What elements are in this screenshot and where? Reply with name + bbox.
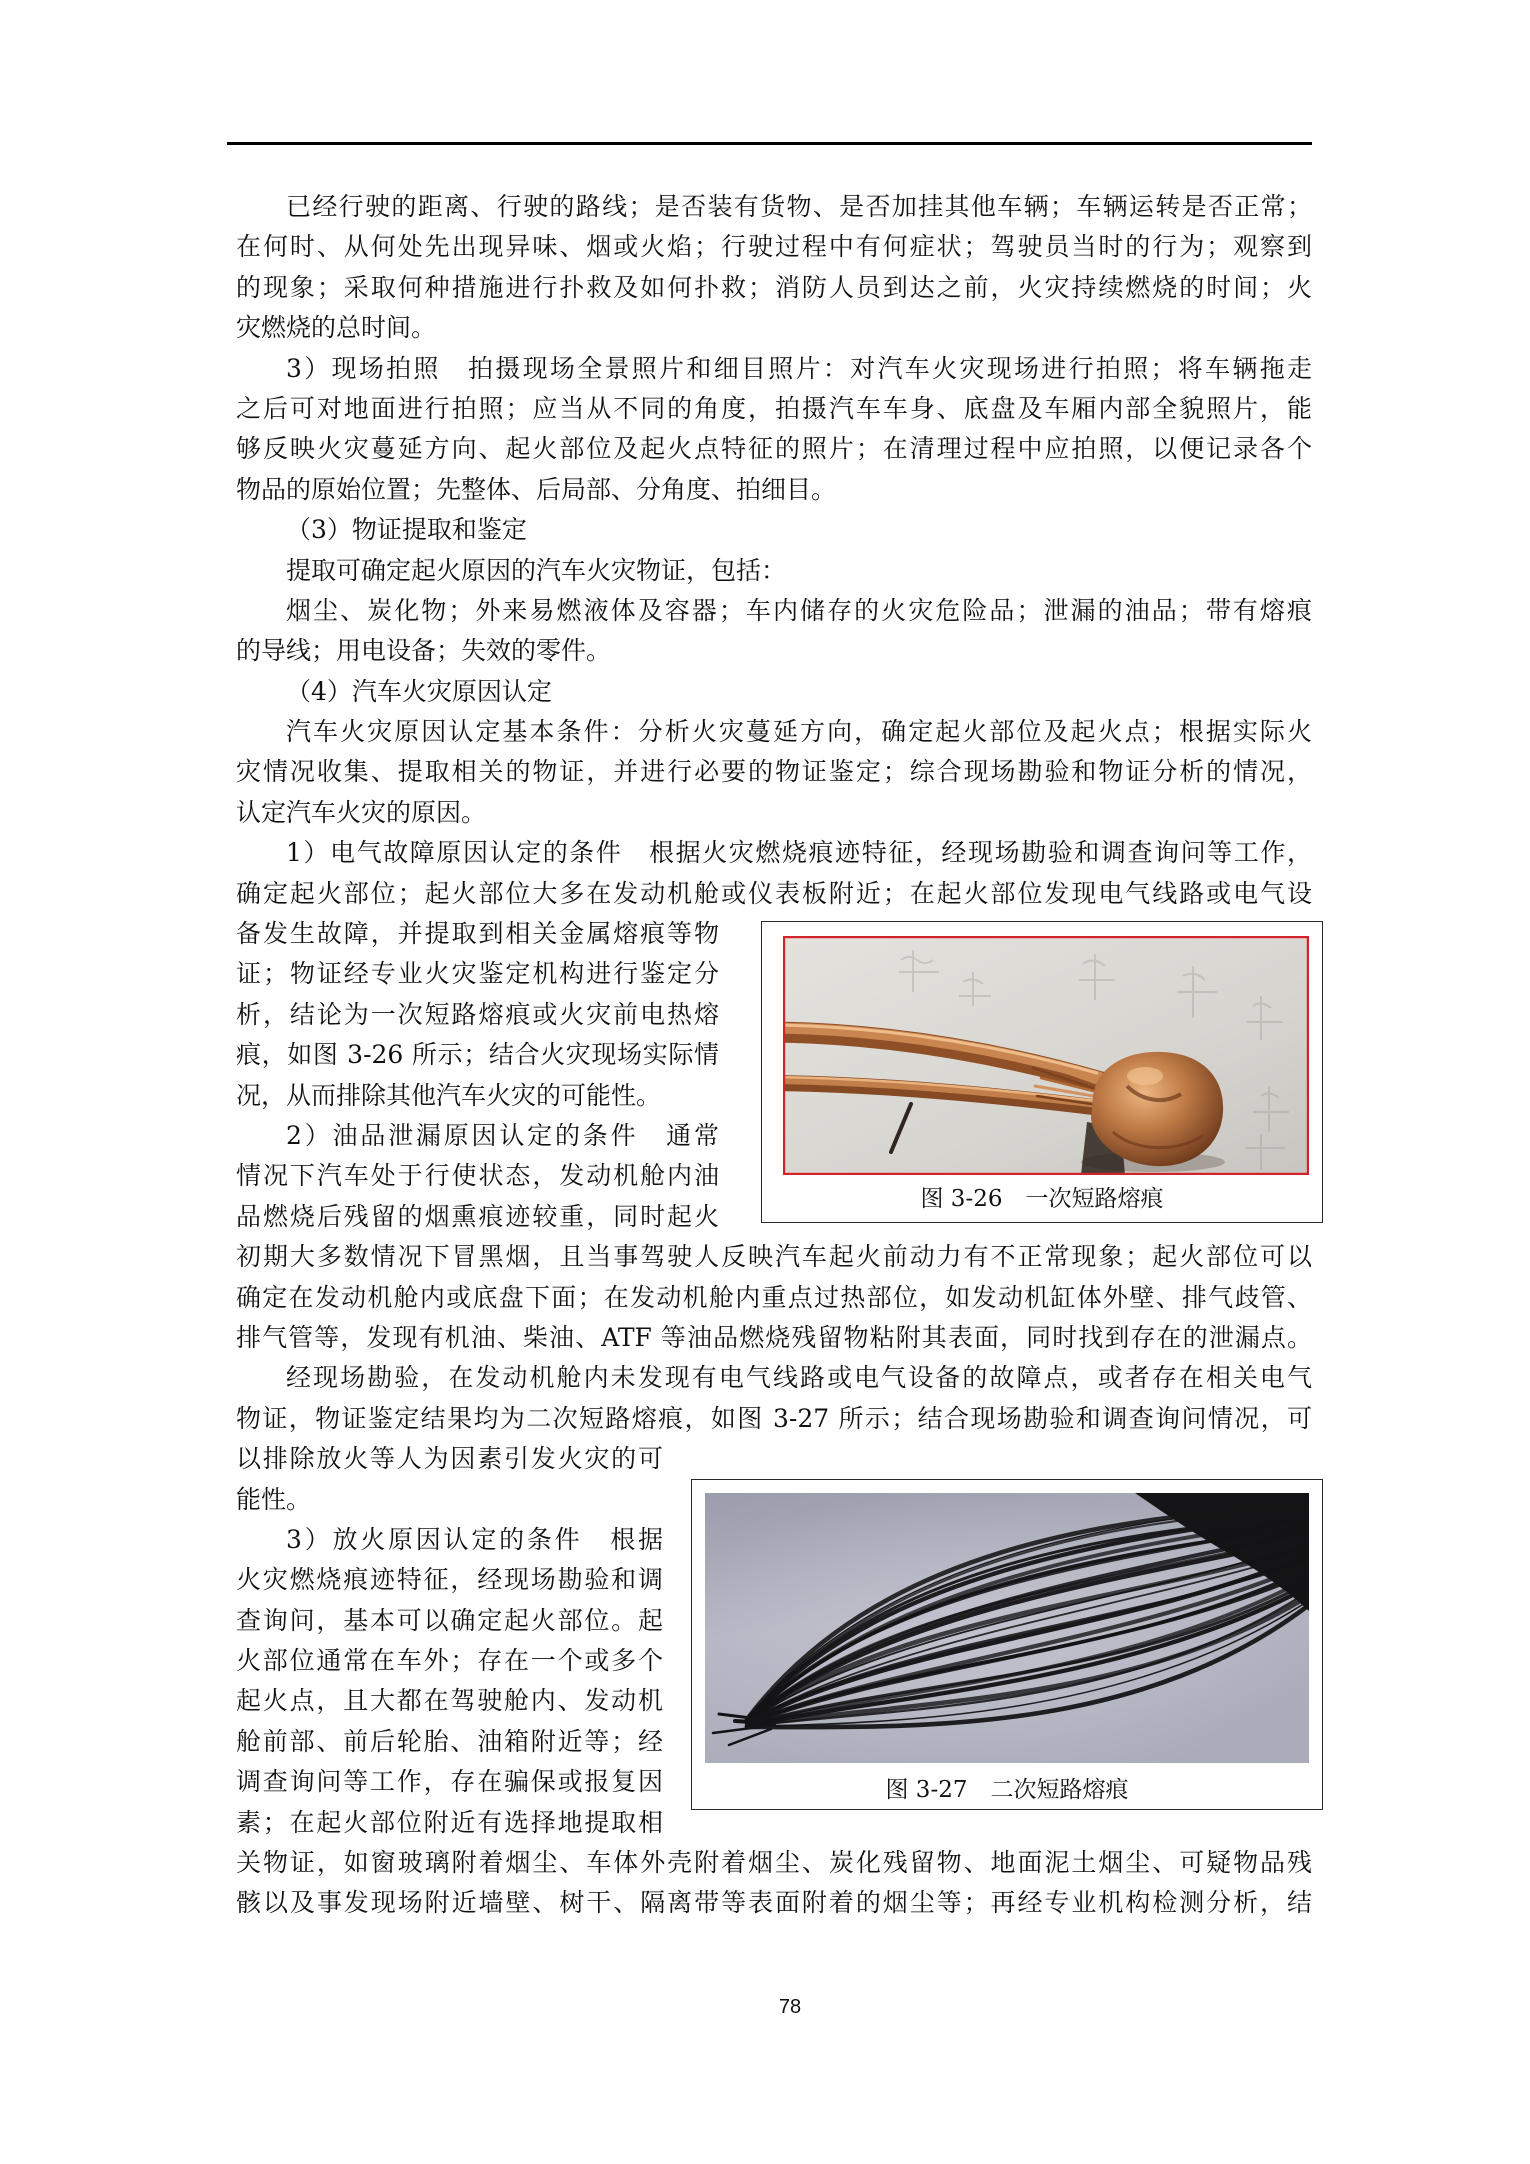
text-line: 舱前部、前后轮胎、油箱附近等；经 xyxy=(236,1726,663,1756)
text-line: （3）物证提取和鉴定 xyxy=(286,515,527,545)
figure-3-26 xyxy=(761,921,1323,1223)
text-line: 以排除放火等人为因素引发火灾的可 xyxy=(236,1444,663,1474)
paper-background xyxy=(783,936,1309,1175)
text-line: 确定起火部位；起火部位大多在发动机舱或仪表板附近；在起火部位发现电气线路或电气设 xyxy=(236,878,1312,908)
text-line: 素；在起火部位附近有选择地提取相 xyxy=(236,1807,663,1837)
text-line: 证；物证经专业火灾鉴定机构进行鉴定分 xyxy=(236,959,719,989)
paragraph xyxy=(236,712,1312,833)
text-line: 灾燃烧的总时间。 xyxy=(236,313,437,343)
text-line: 起火点，且大都在驾驶舱内、发动机 xyxy=(236,1686,663,1716)
text-line: 查询问，基本可以确定起火部位。起 xyxy=(236,1605,663,1635)
text-line: 骸以及事发现场附近墙壁、树干、隔离带等表面附着的烟尘等；再经专业机构检测分析，结 xyxy=(236,1888,1312,1918)
primary-short-circuit-bead-photo xyxy=(783,936,1309,1175)
text-line: 初期大多数情况下冒黑烟，且当事驾驶人反映汽车起火前动力有不正常现象；起火部位可以 xyxy=(236,1242,1312,1272)
secondary-short-circuit-wire-photo xyxy=(705,1493,1309,1763)
text-line: 调查询问等工作，存在骗保或报复因 xyxy=(236,1767,663,1797)
text-line: 能性。 xyxy=(236,1484,312,1514)
text-line: 1）电气故障原因认定的条件 根据火灾燃烧痕迹特征，经现场勘验和调查询问等工作， xyxy=(286,838,1312,868)
text-line: 汽车火灾原因认定基本条件：分析火灾蔓延方向，确定起火部位及起火点；根据实际火 xyxy=(286,717,1312,747)
paragraph xyxy=(236,551,1312,591)
text-line: 品燃烧后残留的烟熏痕迹较重，同时起火 xyxy=(236,1201,719,1231)
paragraph xyxy=(236,591,1312,672)
melted-bead xyxy=(1091,1052,1223,1166)
text-line: 备发生故障，并提取到相关金属熔痕等物 xyxy=(236,919,719,949)
figure-caption: 图 3-27 二次短路熔痕 xyxy=(885,1777,1129,1803)
text-line: 析，结论为一次短路熔痕或火灾前电热熔 xyxy=(236,999,719,1029)
page-number: 78 xyxy=(778,1996,802,2018)
text-line: 情况下汽车处于行使状态，发动机舱内油 xyxy=(236,1161,719,1191)
text-line: 认定汽车火灾的原因。 xyxy=(236,797,487,827)
text-line: 痕，如图 3-26 所示；结合火灾现场实际情 xyxy=(236,1040,719,1070)
text-line: 确定在发动机舱内或底盘下面；在发动机舱内重点过热部位，如发动机缸体外壁、排气歧管、 xyxy=(236,1282,1312,1312)
text-line: 物品的原始位置；先整体、后局部、分角度、拍细目。 xyxy=(236,474,837,504)
text-line: 火部位通常在车外；存在一个或多个 xyxy=(236,1646,663,1676)
section-heading xyxy=(236,510,1312,550)
text-line: 况，从而排除其他汽车火灾的可能性。 xyxy=(236,1080,662,1110)
text-line: 3）现场拍照 拍摄现场全景照片和细目照片：对汽车火灾现场进行拍照；将车辆拖走 xyxy=(286,353,1312,383)
paragraph xyxy=(236,187,1312,349)
text-line: 提取可确定起火原因的汽车火灾物证，包括： xyxy=(286,555,787,585)
text-line: 3）放火原因认定的条件 根据 xyxy=(286,1524,663,1554)
header-rule xyxy=(227,142,1312,145)
figure-3-27 xyxy=(691,1479,1323,1810)
text-line: 在何时、从何处先出现异味、烟或火焰；行驶过程中有何症状；驾驶员当时的行为；观察到 xyxy=(236,232,1312,262)
section-heading xyxy=(236,672,1312,712)
text-line: 火灾燃烧痕迹特征，经现场勘验和调 xyxy=(236,1565,663,1595)
text-line: 物证，物证鉴定结果均为二次短路熔痕，如图 3-27 所示；结合现场勘验和调查询问情况，可 xyxy=(236,1403,1312,1433)
text-line: 经现场勘验，在发动机舱内未发现有电气线路或电气设备的故障点，或者存在相关电气 xyxy=(286,1363,1312,1393)
text-line: （4）汽车火灾原因认定 xyxy=(286,676,552,706)
text-line: 2）油品泄漏原因认定的条件 通常 xyxy=(286,1120,719,1150)
figure-caption: 图 3-26 一次短路熔痕 xyxy=(920,1186,1164,1212)
text-line: 之后可对地面进行拍照；应当从不同的角度，拍摄汽车车身、底盘及车厢内部全貌照片，能 xyxy=(236,393,1312,423)
text-line: 灾情况收集、提取相关的物证，并进行必要的物证鉴定；综合现场勘验和物证分析的情况， xyxy=(236,757,1312,787)
text-line: 的现象；采取何种措施进行扑救及如何扑救；消防人员到达之前，火灾持续燃烧的时间；火 xyxy=(236,272,1312,302)
text-line: 关物证，如窗玻璃附着烟尘、车体外壳附着烟尘、炭化残留物、地面泥土烟尘、可疑物品残 xyxy=(236,1848,1312,1878)
paragraph xyxy=(236,349,1312,511)
text-line: 烟尘、炭化物；外来易燃液体及容器；车内储存的火灾危险品；泄漏的油品；带有熔痕 xyxy=(286,595,1312,625)
text-line: 够反映火灾蔓延方向、起火部位及起火点特征的照片；在清理过程中应拍照，以便记录各个 xyxy=(236,434,1312,464)
text-line: 排气管等，发现有机油、柴油、ATF 等油品燃烧残留物粘附其表面，同时找到存在的泄漏点。 xyxy=(236,1322,1312,1352)
text-line: 的导线；用电设备；失效的零件。 xyxy=(236,636,612,666)
text-line: 已经行驶的距离、行驶的路线；是否装有货物、是否加挂其他车辆；车辆运转是否正常； xyxy=(286,192,1312,221)
